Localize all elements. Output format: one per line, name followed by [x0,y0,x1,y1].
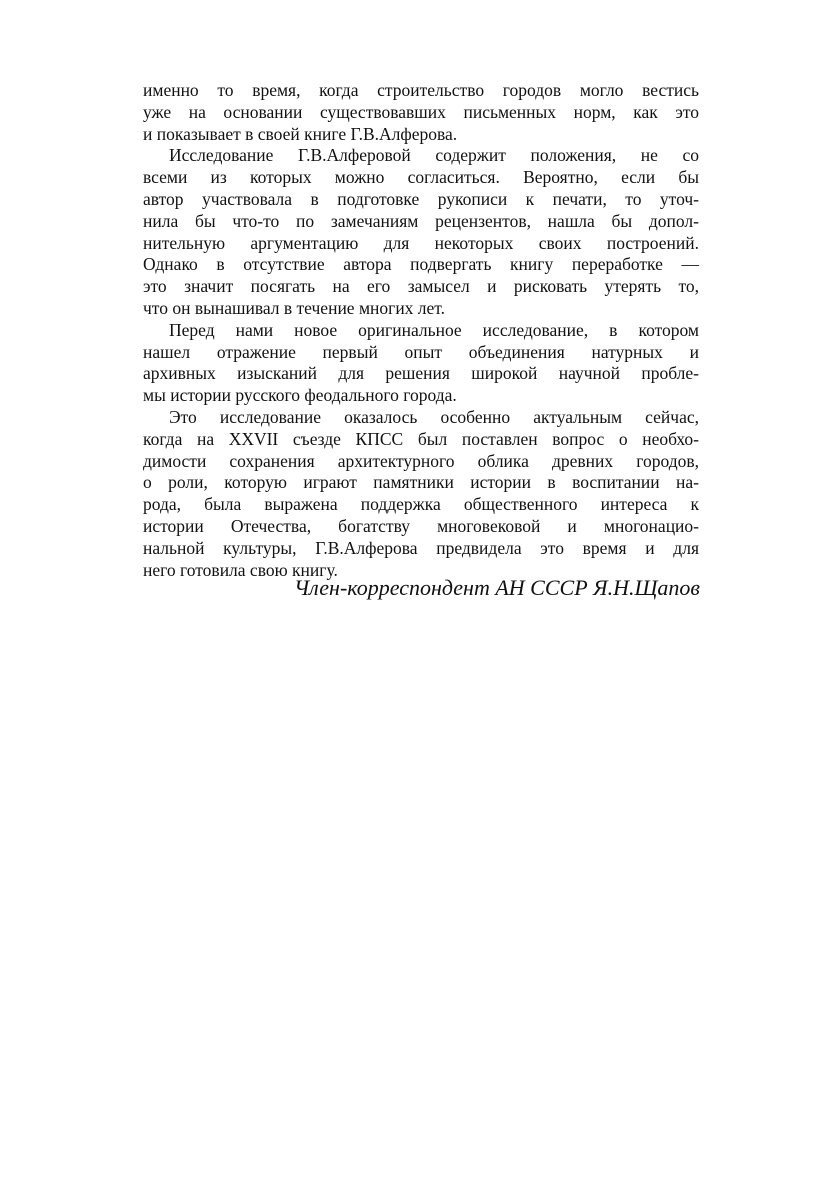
paragraph-1 [143,80,699,145]
text-line: мы истории русского феодального города. [143,385,457,406]
text-line: что он вынашивал в течение многих лет. [143,297,446,318]
text-line: Исследование Г.В.Алферовой содержит положения, не со [169,145,699,166]
text-line: архивных изысканий для решения широкой научной пробле- [143,363,699,384]
text-line: нашел отражение первый опыт объединения натурных и [143,341,699,362]
text-line: нительную аргументацию для некоторых своих построений. [143,232,699,253]
paragraph-2 [143,145,699,319]
text-line: всеми из которых можно согласиться. Вероятно, если бы [143,167,699,188]
text-line: рода, была выражена поддержка общественного интереса к [143,494,699,515]
paragraph-4 [143,407,699,581]
text-line: это значит посягать на его замысел и рисковать утерять то, [143,276,699,297]
text-line: Это исследование оказалось особенно актуальным сейчас, [169,406,699,427]
text-line: автор участвовала в подготовке рукописи к печати, то уточ- [143,188,699,209]
text-line: истории Отечества, богатству многовековой и многонацио- [143,515,699,536]
text-line: него готовила свою книгу. [143,559,338,580]
text-line: когда на XXVII съезде КПСС был поставлен вопрос о необхо- [143,428,699,449]
paragraph-3 [143,320,699,407]
text-line: Перед нами новое оригинальное исследование, в котором [169,319,699,340]
text-line: уже на основании существовавших письменных норм, как это [143,101,699,122]
text-line: нила бы что-то по замечаниям рецензентов, нашла бы допол- [143,210,699,231]
text-line: о роли, которую играют памятники истории в воспитании на- [143,472,699,493]
text-line: димости сохранения архитектурного облика древних городов, [143,450,699,471]
text-line: нальной культуры, Г.В.Алферова предвидела это время и для [143,537,699,558]
text-line: и показывает в своей книге Г.В.Алферова. [143,123,458,144]
text-line: Однако в отсутствие автора подвергать книгу переработке — [143,254,699,275]
author-signature: Член-корреспондент АН СССР Я.Н.Щапов [293,575,700,600]
body-text [143,80,699,581]
text-line: именно то время, когда строительство городов могло вестись [143,80,699,100]
